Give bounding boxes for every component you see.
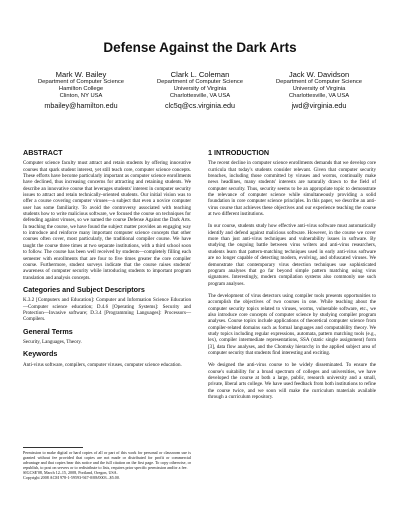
keywords-text: Anti-virus software, compilers, computer viruses, computer science education. [23,361,182,368]
categories-heading: Categories and Subject Descriptors [23,284,145,294]
author-name: Mark W. Bailey [55,70,107,79]
keywords-heading: Keywords [23,349,58,359]
author-name: Jack W. Davidson [288,70,350,79]
author-institution: Hamilton College [58,86,104,93]
abstract-text: Computer science faculty must attract and retain students by offering innovative courses that spark student interest, yet still teach core, computer science concepts. These efforts have become particularly important as computer science enrollments have declined, thus increasing concerns for attracting and retaining students. We describe an innovative course that leverages students' interest in computer security issues to attract and retain technically-oriented students. Our initial vision was to offer a course covering computer viruses—a subject that even a novice computer user has some familiarity. To avoid the controversy associated with teaching students how to write malicious software, we focused the course on techniques for defending against viruses, so we named the course Defense Against the Dark Arts. In teaching the course, we have found the subject matter provides an engaging way to introduce and reinforce many important computer science concepts that other courses often cover, most particularly, the traditional compiler course. We have taught the course three times at two separate institutions, with a third school soon to follow. The course has been well received by students—completely filling each semester with enrollments that are four to five times greater the core compiler course. Furthermore, student surveys indicate that the course raises students' awareness of computer security while introducing students to important program translation and analysis concepts. [23,160,191,281]
author-city: Clinton, NY USA [59,93,103,100]
intro-paragraph-3: The development of virus detectors using compiler tools presents opportunities to accomplish the objectives of two courses in one. While teaching about the computer security topics related to viruses, worms, vulnerable software, etc., we also introduce core concepts of computer science by studying compiler program analyses. Course topics include applications of theoretical computer science from compiler-related domains such as formal languages and computability theory. We study topics including regular expressions, automata, pattern matching tools (e.g., lex), compiler intermediate representations, SSA (static single assignment) form [3], data flow analyses, and the Chomsky hierarchy in the applied subject area of computer security that students find interesting and exciting. [208,292,376,356]
left-column [23,150,191,371]
footnote-rule [23,447,83,448]
author-email: jwd@virginia.edu [291,100,347,110]
author-institution: University of Virginia [292,86,346,93]
author-email: clc5q@cs.virginia.edu [164,100,236,110]
paper-title: Defense Against the Dark Arts [103,40,297,55]
author-department: Department of Computer Science [275,79,363,85]
abstract-heading: ABSTRACT [23,148,63,157]
general-terms-text: Security, Languages, Theory. [23,338,82,345]
author-name: Clark L. Coleman [170,70,230,79]
intro-paragraph-1: The recent decline in computer science enrollments demands that we develop core curricula that today's students consider relevant. Given that computer security breaches, including those committed by viruses and worms, continually make news headlines, many students' interests are naturally drawn to the field of computer security. Thus, security seems to be an appropriate topic to demonstrate the relevance of computer science while simultaneously providing a solid foundation in core computer science principles. In this paper, we describe an anti-virus course that achieves these objectives and our experience teaching the course at two different institutions. [208,160,376,218]
author-block [22,70,378,110]
author-email: mbailey@hamilton.edu [44,100,118,110]
conference-line: SIGCSE'08, March 12–15, 2008, Portland, Oregon, USA. [23,470,118,475]
author-city: Charlottesville, VA USA [288,93,350,100]
author-3 [260,70,378,110]
author-city: Charlottesville, VA USA [169,93,231,100]
author-institution: University of Virginia [173,86,227,93]
intro-paragraph-4: We designed the anti-virus course to be widely disseminated. To ensure the course's suitability for a broad spectrum of colleges and universities, we have developed the course at both a large, public, research university and a small, private, liberal arts college. We have used feedback from both institutions to refine the course twice, and we soon will make the curriculum materials available through a curriculum repository. [208,362,376,401]
author-department: Department of Computer Science [156,79,244,85]
intro-paragraph-2: In our course, students study how effective anti-virus software must automatically identify and defend against malicious software. However, in the course we cover more than just anti-virus techniques and vulnerability issues in software. By studying the ongoing battle between virus writers and anti-virus researchers, students learn that pattern-matching techniques used in early anti-virus software are no longer capable of detecting modern, evolving, and obfuscated viruses. We demonstrate that contemporary virus detection techniques use sophisticated program analyses that go far beyond simple pattern matching using virus signatures. Interestingly, modern compilation systems also commonly use such program analyses. [208,223,376,287]
author-department: Department of Computer Science [37,79,125,85]
categories-text: K.3.2 [Computers and Education]: Computer and Information Science Education—Computer science education; D.4.6 [Operating Systems]: Security and Protection—Invasive software; D.3.4 [Programming Languages]: Processors—Compilers. [23,297,191,323]
general-terms-heading: General Terms [23,326,73,336]
introduction-heading: 1 INTRODUCTION [208,148,270,157]
permission-footnote [23,450,191,480]
permission-text: Permission to make digital or hard copies of all or part of this work for personal or classroom use is granted without fee provided that copies are not made or distributed for profit or commercial advantage and that copies bear this notice and the full citation on the first page. To copy otherwise, or republish, to post on servers or to redistribute to lists, requires prior specific permission and/or a fee. [23,450,191,470]
author-2 [141,70,259,110]
author-1 [22,70,140,110]
right-column [208,150,376,403]
copyright-line: Copyright 2008 ACM 978-1-59593-947-0/08/0003...$5.00. [23,475,120,480]
